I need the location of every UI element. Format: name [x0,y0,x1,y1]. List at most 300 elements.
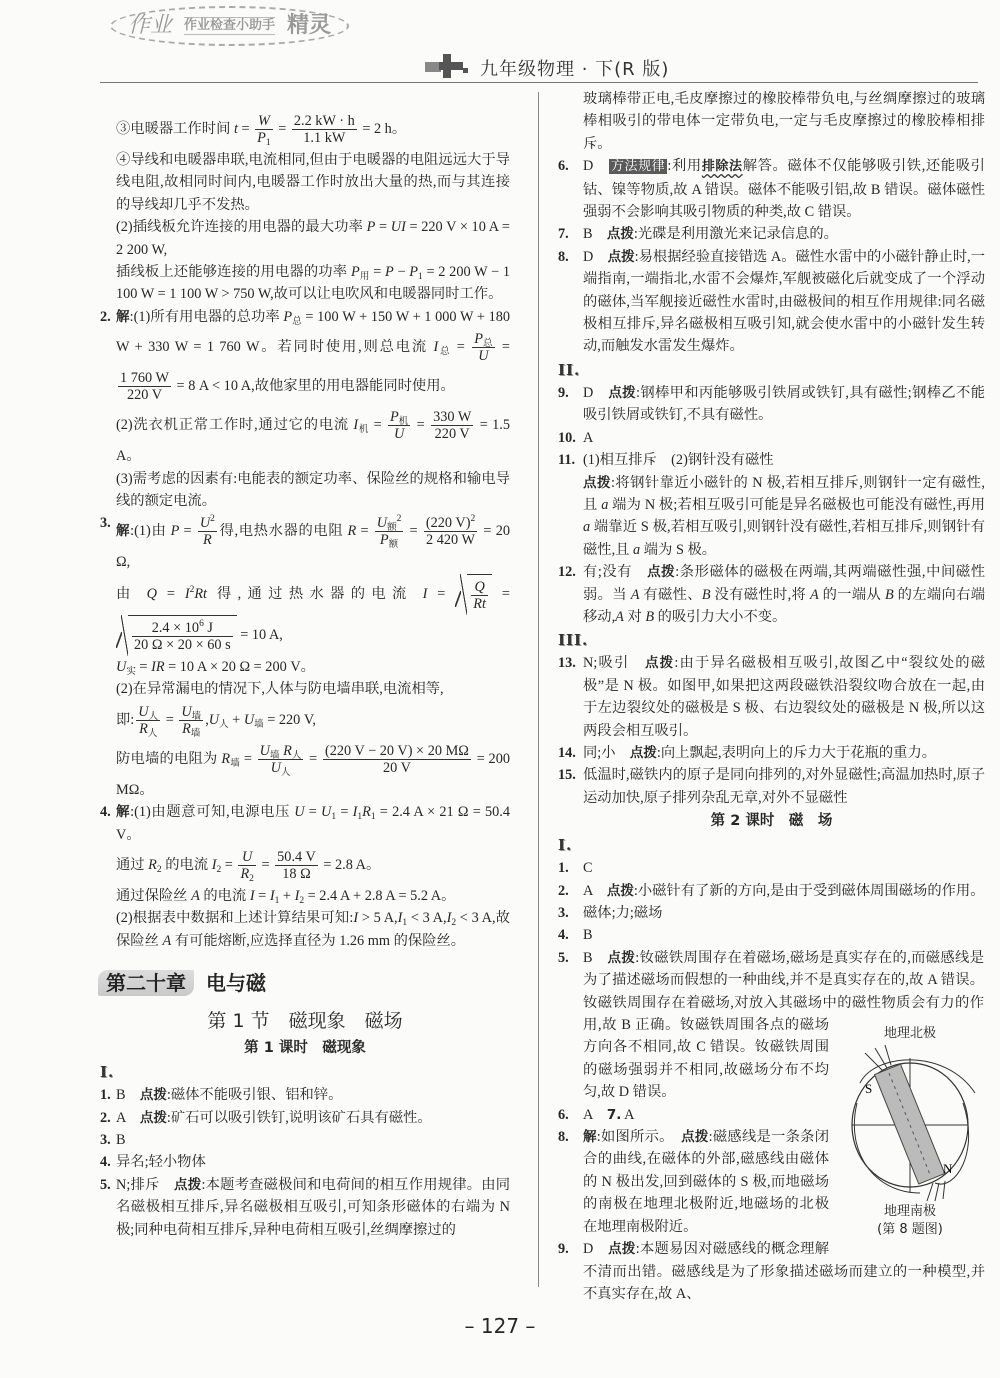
text-run: :钕磁铁周围存在着磁场,磁场是真实存在的,而磁感线是为了描述磁场而假想的一种曲线,并不是真实存在的,故 A 错误。钕磁铁周围存在着磁场,对放入其磁场中的磁性物质会有力的作用,故 B 正确。钕磁铁周围各点的磁场方向各不相同,故 C 错误。钕磁铁周围的磁场强弱并不相同,故磁场分布不均匀,故 D 错误。 [583,949,985,1101]
numerator [388,409,410,426]
text-run: − [393,264,410,281]
answer-item [100,907,510,952]
fraction [118,367,171,406]
text-run: > 5 A, [358,910,398,927]
subscript: 1 [265,138,271,148]
text-run: 通过保险丝 [116,887,192,904]
variable: I [352,804,358,821]
item-number: 4. [100,804,111,821]
bold-label: 点拨 [629,744,657,761]
text-run: 220 V [126,387,163,404]
denominator [132,637,233,653]
square-root [116,615,237,656]
subscript: 2 [156,864,162,875]
text-run: B [116,1087,140,1104]
text-run: N;排斥 [116,1176,175,1193]
text-run: = [221,856,237,873]
text-run: = 200 MΩ。 [116,750,510,798]
answer-item [558,223,985,245]
variable: Q [474,578,485,595]
denominator [472,348,494,364]
text-run: 20 V [382,759,411,776]
fraction [198,512,217,551]
method-tag: 方法规律 [610,159,666,175]
text-run: 的左端向右端移动, [583,586,985,625]
chapter-title: 电与磁 [206,970,266,995]
variable: W [257,113,270,129]
numerator [255,113,272,130]
item-number: 12. [558,564,576,581]
item-number: 11. [558,452,576,469]
text-run: = [305,750,321,767]
item-number: 1. [100,1087,111,1104]
fraction [136,701,160,740]
answer-item [558,449,985,471]
text-run: :利用 [667,158,702,175]
text-run: 没有磁性时,将 [710,586,810,603]
variable: R [347,523,357,540]
subscript: 总 [483,339,493,350]
text-run: C [583,860,593,877]
variable: P [170,523,180,540]
text-run: B [116,1131,126,1148]
text-run: = 2.4 A + 2.8 A = 5.2 A。 [304,887,456,904]
text-run: :条形磁体的磁极在两端,其两端磁性强,中间磁性弱。当 [583,564,985,603]
text-run: 解答。磁体不仅能够吸引铁,还能吸引钴、镍等物质,故 A 错误。磁体不能吸引铝,故 B 错误。磁体磁性强弱不会影响其吸引物质的种类,故 C 错误。 [583,158,985,221]
variable: IR [151,658,165,675]
variable: A [615,608,624,625]
bold-label: 点拨 [606,882,634,899]
text-run: 2.2 kW · h [293,113,355,129]
item-number: 6. [558,1106,569,1123]
fraction [238,846,255,885]
bold-label: 点拨 [644,655,675,672]
text-run: :钢棒甲和丙能够吸引铁屑或铁钉,具有磁性;钢棒乙不能吸引铁屑或铁钉,不具有磁性。 [583,384,985,424]
text-run: :易根据经验直接错选 A。磁性水雷中的小磁针静止时,一端指南,一端指北,水雷不会爆炸,军舰被磁化后就变成了一个浮动的磁体,当军舰接近磁性水雷时,由磁极间的相互作用规律:同名磁极相互排斥,异名磁极相互吸引知,就会使水雷中的小磁针发生转动,而触发水雷发生爆炸。 [583,248,986,355]
text-run: A [583,429,594,446]
variable: U [208,711,220,728]
variable: R [203,532,212,549]
text-run: < 3 A,故保险丝 [116,910,510,949]
lesson-title: 第 1 课时 磁现象 [244,1040,366,1057]
superscript: 2 [470,514,476,525]
answer-item [100,306,510,406]
bold-label: 点拨 [139,1087,167,1104]
answer-item [100,261,510,306]
text-run: (2)根据表中数据和上述计算结果可知: [116,910,354,927]
numerator [275,849,318,866]
level-marker: III. [558,631,589,650]
variable: U [243,711,255,728]
item-number: 5. [100,1176,111,1193]
item-number: 7. [558,226,569,243]
subscript: 墙 [254,719,264,730]
text-run: = 2.4 A × 21 Ω = 50.4 V。 [116,804,511,843]
text-run: 得,电热水器的电阻 [218,523,348,540]
lesson-title: 第 2 课时 磁 场 [710,813,833,830]
text-run: 的吸引力大小不变。 [654,608,787,625]
text-run: = [274,120,290,137]
variable: R [240,865,250,882]
denominator [118,387,171,403]
variable: I [211,856,217,873]
text-run: = [257,856,274,873]
text-run: 1.1 kW [303,130,346,146]
bold-label: 点拨 [681,1129,709,1146]
text-run: :磁感线是一条条闭合的曲线,在磁体的外部,磁感线由磁体的 N 极出发,回到磁体的 S 极,而地磁场的南极在地理北极附近,地磁场的北极在地理南极附近。 [583,1129,830,1235]
variable: U [199,515,211,532]
numerator [323,743,471,760]
answer-item [100,846,510,885]
text-run: B [583,927,593,944]
fraction [471,576,488,615]
fraction [179,701,203,740]
text-run: ④导线和电暖器串联,电流相同,但由于电暖器的电阻远远大于导线电阻,故相同时间内,电暖器工作时放出大量的热,而与其连接的导线却几乎不发热。 [116,152,510,213]
text-run: = 220 V × 10 A = 2 200 W, [116,219,510,258]
text-run: 有磁性、 [639,586,702,603]
text-run: = [304,804,322,821]
text-run: 50.4 V [277,848,316,865]
subscript: 墙 [270,750,280,761]
text-run: + [279,887,295,904]
variable: P [390,409,399,426]
variable: U [242,848,253,865]
figure-caption: (第 8 题图) [877,1221,943,1237]
text-run: 即: [116,711,135,728]
bold-label: 解 [116,523,131,540]
text-run: D [583,158,609,175]
text-run: A [583,882,607,899]
text-run: < 3 A, [407,910,447,927]
fraction [375,512,404,551]
text-run: 防电墙的电阻为 [116,750,222,767]
subscript: 1 [274,895,280,906]
variable: P [409,264,419,281]
variable: U [393,426,405,443]
variable: U [478,348,489,365]
text-run: :光碟是利用激光来记录信息的。 [633,226,838,243]
item-number: 8. [558,1129,569,1146]
subscript: 2 [216,864,222,875]
variable: Rt [473,595,486,612]
bold-label: 解 [116,308,130,325]
text-run: (2)洗衣机正常工作时,通过它的电流 [116,417,354,434]
variable: B [884,586,894,603]
bold-label: 点拨 [139,1109,167,1126]
text-run: :小磁针有了新的方向,是由于受到磁体周围磁场的作用。 [633,882,985,899]
subscript: 1 [370,812,376,823]
subscript: 墙 [191,711,202,722]
variable: I [353,910,359,927]
text-run: 18 Ω [282,865,311,882]
item-number: 4. [100,1154,111,1171]
denominator [388,426,410,442]
answer-item [100,740,510,801]
text-run: 玻璃棒带正电,毛皮摩擦过的橡胶棒带负电,与丝绸摩擦过的玻璃棒相吸引的带电体一定带负电,一定与毛皮摩擦过的橡胶棒相排斥。 [583,91,985,152]
item-number: 3. [100,515,111,532]
answer-item [558,382,985,427]
text-run: + [228,711,244,728]
text-run: (3)需考虑的因素有:电能表的额定功率、保险丝的规格和输电导线的额定电流。 [116,470,510,510]
answer-item [100,1129,510,1151]
variable: I [397,910,403,927]
item-number: 9. [558,1241,569,1258]
subscript: 墙 [230,758,241,769]
variable: U [270,759,281,776]
answer-item [100,512,510,573]
chapter-heading [98,966,510,1000]
item-number: 3. [558,905,569,921]
variable: R [148,856,157,873]
item-number: 15. [558,767,576,784]
numerator [132,620,233,637]
text-run: 异名;轻小物体 [116,1154,206,1171]
text-run: 2 420 W [426,532,476,549]
text-run: = 2 h。 [358,120,407,137]
text-run: 同;小 [583,744,630,761]
answer-item [558,1104,985,1126]
variable: A [809,586,819,603]
denominator [136,721,160,737]
text-run: = 2.8 A。 [319,856,381,873]
numerator [375,515,404,532]
variable: Q [146,585,157,602]
left-column [100,110,510,1241]
bold-label: 点拨 [647,564,676,581]
answer-item [558,472,985,562]
level-marker: I. [558,836,573,855]
text-run: (2)在异常漏电的情况下,人体与防电墙串联,电流相等, [116,681,444,698]
subscript: 2 [299,895,305,906]
section-title: 第 1 节 磁现象 磁场 [207,1010,403,1033]
bold-label: 点拨 [174,1176,202,1193]
numerator [179,704,203,721]
superscript: 2 [210,514,215,525]
numerator [198,515,217,532]
variable: U [116,658,127,675]
subscript: 墙 [190,728,201,739]
answer-item [558,857,985,879]
subscript: 人 [148,711,159,722]
item-number: 2. [100,308,111,325]
variable: P [257,130,266,146]
north-pole-label: N [943,1160,953,1176]
variable: I [446,910,452,927]
subscript: 1 [418,272,423,283]
subscript: 用 [359,272,370,283]
text-run: = 2 200 W − 1 100 W = 1 100 W > 750 W,故可以让电吹风和电暖器同时工作。 [116,264,510,303]
text-run: = 220 V, [263,711,316,728]
answer-item [100,149,510,216]
subscript: 额 [388,540,399,551]
south-pole-label: S [865,1080,873,1096]
text-run: = 10 A × 20 Ω = 200 V。 [164,658,315,675]
item-number: 3. [100,1131,111,1148]
denominator [323,760,471,776]
answer-item [100,110,510,149]
text-run: = [412,417,430,434]
text-run: 220 V [434,426,470,443]
text-run: = [179,523,196,540]
text-run: 通过 [116,856,149,873]
item-number: 9. [558,384,569,401]
text-run: = 8 A < 10 A,故他家里的用电器能同时使用。 [172,378,455,395]
variable: R [283,742,292,759]
text-run: (1)相互排斥 (2)钢针没有磁性 [583,452,774,469]
chapter-number: 第二十章 [98,970,194,996]
subscript: 人 [280,767,291,778]
text-run: = [162,711,178,728]
denominator [198,532,217,548]
fraction [388,406,410,445]
variable: U [376,515,388,532]
text-run: :由于异名磁极相互吸引,故图乙中“裂纹处的磁极”是 N 极。如图甲,如果把这两段磁铁沿裂纹吻合放在一起,由于左边裂纹处的磁极是 S 极、右边裂纹处的磁极是 N 极,所以这两段会相互吸引。 [583,655,986,739]
text-run: 端为 S 极。 [640,541,717,558]
variable: U [259,742,270,759]
text-run: :(1)所有用电器的总功率 [129,308,284,325]
radicand [467,574,492,615]
text-run: 1 760 W [120,370,169,387]
variable: a [601,496,609,513]
answer-item [100,574,510,656]
text-run: 的电流 [161,856,212,873]
subscript: 人 [219,719,229,730]
text-run: = [237,120,254,137]
subscript: 机 [358,425,370,436]
denominator [471,596,488,612]
answer-item [100,1107,510,1129]
fraction [472,328,494,367]
item-number: 6. [558,158,569,175]
text-run: = [427,585,456,602]
text-run: = 100 W + 150 W + 1 000 W + 180 W + 330 W = 1 760 W。若同时使用,则总电流 [116,308,511,356]
text-run: 2.4 × 10 [151,619,200,636]
item-number: 8. [558,248,569,265]
subscript: 2 [249,873,254,884]
variable: P [366,219,376,236]
answer-item [558,652,985,742]
variable: I [184,585,190,602]
variable: B [701,586,711,603]
numerator [258,743,304,760]
numerator [424,515,477,532]
text-run: (2)插线板允许连接的用电器的最大功率 [116,219,367,236]
level-marker: I. [100,1063,115,1082]
subscript: 1 [402,918,408,929]
fraction [323,740,471,779]
answer-item [100,1174,510,1241]
denominator [179,721,203,737]
variable: I [269,887,275,904]
variable: a [583,519,591,536]
variable: P [385,264,394,281]
answer-item [558,1126,985,1238]
text-run: 磁体;力;磁场 [583,905,663,921]
subscript: 总 [292,316,302,327]
item-number: 1. [558,860,569,877]
text-run: = [254,887,270,904]
item-number: 10. [558,429,576,446]
denominator [424,532,477,548]
variable: A [162,932,172,949]
geographic-south-label: 地理南极 [883,1203,936,1219]
text-run: :(1)由题意可知,电源电压 [130,804,295,821]
text-run: 20 Ω × 20 × 60 s [134,636,231,653]
text-run: , [205,711,209,728]
text-run: = [240,750,256,767]
column-divider [538,92,539,1287]
text-run: = [451,339,471,356]
variable: U [138,703,149,720]
text-run: 插线板上还能够连接的用电器的功率 [116,264,351,281]
text-run: D [583,248,608,265]
answer-item [558,427,985,449]
item-number: 5. [558,949,569,966]
variable: B [645,608,655,625]
text-run: 低温时,磁铁内的原子是同向排列的,对外显磁性;高温加热时,原子运动加快,原子排列杂乱无章,对外不显磁性 [583,767,985,806]
text-run: A [116,1109,140,1126]
text-run: :(1)由 [130,523,171,540]
variable: U [181,703,192,720]
text-run: = [405,523,422,540]
bold-label: 解 [116,804,131,821]
item-number: 2. [100,1109,111,1126]
item-number: 14. [558,744,576,761]
variable: P [379,532,389,549]
variable: P [474,331,483,348]
text-run: = [356,523,373,540]
text-run: (220 V − 20 V) × 20 MΩ [324,742,469,759]
text-run: A [621,1106,635,1123]
text-run: :矿石可以吸引铁钉,说明该矿石具有磁性。 [166,1109,432,1126]
text-run: D [583,384,609,401]
variable: R [221,750,231,767]
text-run: 的电流 [199,887,250,904]
text-run: 对 [623,608,646,625]
item-number: 2. [558,882,569,899]
fraction [132,617,233,656]
subscript: 机 [398,417,409,428]
subscript: 实 [126,666,136,677]
text-run: B [583,226,607,243]
answer-item [100,216,510,261]
text-run: 端为 N 极;若相互吸引可能是异名磁极也可能没有磁性,再用 [608,496,986,513]
variable: P [283,308,293,325]
denominator [238,866,255,882]
book-logo-icon [425,54,471,78]
text-run: :本题易因对磁感线的概念理解不清而出错。磁感线是为了形象描述磁场而建立的一种模型,并不真实存在,故 A、 [583,1241,985,1302]
text-run: = [135,658,152,675]
superscript: 2 [396,514,402,525]
stamp-text: 精灵 [287,13,332,38]
bold-label: 点拨 [606,226,634,243]
variable: R [139,720,148,737]
answer-item [558,880,985,902]
stamp-text: 作业检查小助手 [184,18,276,33]
answer-item [100,656,510,678]
denominator [275,866,318,882]
text-run: 的一端从 [818,586,885,603]
variable: I [353,417,359,434]
variable: I [294,887,300,904]
subscript: 人 [147,728,158,739]
fraction [424,512,477,551]
right-column [558,88,985,1305]
variable: I [433,339,439,356]
variable: I [249,887,255,904]
answer-item [558,88,985,155]
bold-label: 点拨 [583,474,611,491]
